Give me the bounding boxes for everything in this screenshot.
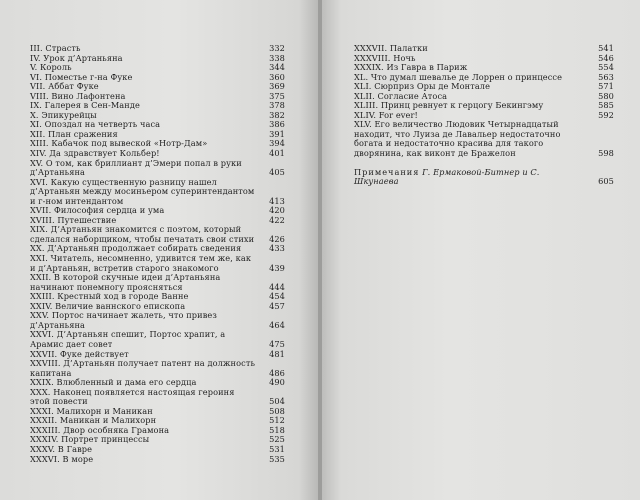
toc-entry-title: XLIV. For ever!: [354, 109, 418, 120]
toc-entry-title: XXXII. Маникан и Малихорн: [30, 415, 157, 426]
toc-entry-page-number: 546: [598, 52, 614, 63]
toc-entry-title: XVIII. Путешествие: [30, 214, 117, 225]
toc-entry-title: XXIV. Величие ваннского епископа: [30, 300, 186, 311]
toc-entry-title: XXIII. Крестный ход в городе Ванне: [30, 291, 189, 302]
toc-entry-title: XLI. Сюрприз Оры де Монтале: [354, 81, 491, 92]
toc-entry-title: XVI. Какую существенную разницу нашел д’Артаньян между мосиньером суперинтендантом и г-ном интендантом: [30, 176, 255, 206]
toc-entry: [30, 273, 285, 292]
toc-entry: [30, 311, 285, 330]
toc-entry: [30, 254, 285, 273]
toc-entry: [30, 225, 285, 244]
right-table-of-contents: [354, 44, 614, 187]
toc-entry-page-number: 422: [269, 214, 285, 225]
toc-entry-title: XXI. Читатель, несомненно, удивится тем же, как и д’Артаньян, встретив старого знакомого: [30, 253, 252, 273]
toc-entry-title: XVII. Философия сердца и ума: [30, 205, 165, 216]
toc-entry-page-number: 405: [269, 167, 285, 178]
toc-entry-page-number: 344: [269, 62, 285, 73]
toc-entry-title: XXXVI. В море: [30, 453, 94, 464]
toc-entry-title: XXXVII. Палатки: [354, 43, 428, 53]
toc-entry-page-number: 531: [269, 443, 285, 454]
notes-label: Примечания: [354, 166, 420, 177]
toc-entry-page-number: 585: [598, 100, 614, 111]
toc-entry-title: XII. План сражения: [30, 128, 118, 139]
toc-entry-page-number: 444: [269, 281, 285, 292]
toc-entry-title: XXXV. В Гавре: [30, 443, 93, 454]
toc-entry: [30, 388, 285, 407]
toc-entry-title: XLV. Его величество Людовик Четырнадцатый находит, что Луиза де Лавальер недостаточно богата и недостаточно красива для такого дворянина, как виконт де Бражелон: [354, 119, 561, 159]
toc-entry-page-number: 386: [269, 119, 285, 130]
toc-entry-page-number: 512: [269, 415, 285, 426]
toc-entry-title: IV. Урок д’Артаньяна: [30, 52, 123, 63]
toc-entry-page-number: 580: [598, 90, 614, 101]
toc-entry-page-number: 375: [269, 90, 285, 101]
notes-entry: [354, 168, 614, 187]
notes-authors: Г. Ермаковой-Битнер и С. Шкунаева: [354, 166, 540, 187]
toc-entry-page-number: 525: [269, 434, 285, 445]
toc-entry-page-number: 420: [269, 205, 285, 216]
toc-entry-page-number: 598: [598, 148, 614, 159]
toc-entry-page-number: 571: [598, 81, 614, 92]
toc-entry-page-number: 439: [269, 262, 285, 273]
toc-entry-page-number: 508: [269, 405, 285, 416]
toc-entry-page-number: 518: [269, 424, 285, 435]
toc-entry: [30, 359, 285, 378]
toc-entry: [354, 120, 614, 158]
toc-entry-page-number: 535: [269, 453, 285, 464]
toc-entry-title: XXVI. Д’Артаньян спешит, Портос храпит, а Арамис дает совет: [30, 329, 226, 349]
toc-entry-title: XXVIII. Д’Артаньян получает патент на должность капитана: [30, 358, 256, 378]
toc-entry-title: XXXIII. Двор особняка Грамона: [30, 424, 170, 435]
toc-entry-page-number: 481: [269, 348, 285, 359]
toc-entry-page-number: 360: [269, 71, 285, 82]
toc-entry-title: XIX. Д’Артаньян знакомится с поэтом, который сделался наборщиком, чтобы печатать свои стихи: [30, 224, 255, 244]
toc-entry-title: XLII. Согласие Атоса: [354, 90, 448, 101]
toc-entry-title: XX. Д’Артаньян продолжает собирать сведения: [30, 243, 242, 254]
toc-entry-page-number: 554: [598, 62, 614, 73]
toc-entry-title: V. Король: [30, 62, 72, 73]
toc-entry-title: XLIII. Принц ревнует к герцогу Бекингэму: [354, 100, 544, 111]
toc-entry-title: XXXVIII. Ночь: [354, 52, 416, 63]
notes-page-number: 605: [598, 176, 614, 187]
toc-entry: [30, 330, 285, 349]
toc-entry-page-number: 541: [598, 43, 614, 53]
toc-entry-title: VIII. Вино Лафонтена: [30, 90, 126, 101]
toc-entry-title: XXXIV. Портрет принцессы: [30, 434, 150, 445]
toc-entry-title: IX. Галерея в Сен-Манде: [30, 100, 140, 111]
toc-entry-title: XIV. Да здравствует Кольбер!: [30, 148, 160, 159]
toc-entry-page-number: 563: [598, 71, 614, 82]
toc-entry-page-number: 394: [269, 138, 285, 149]
toc-entry-page-number: 426: [269, 233, 285, 244]
toc-entry: [30, 159, 285, 178]
toc-entry-title: XXVII. Фуке действует: [30, 348, 129, 359]
toc-entry-page-number: 338: [269, 52, 285, 63]
toc-entry-title: XXXI. Малихорн и Маникан: [30, 405, 153, 416]
toc-entry-page-number: 401: [269, 148, 285, 159]
toc-entry: [30, 455, 285, 465]
toc-entry-page-number: 413: [269, 195, 285, 206]
toc-entry: [30, 178, 285, 207]
toc-entry-title: XXX. Наконец появляется настоящая героиня этой повести: [30, 386, 235, 407]
toc-entry-page-number: 592: [598, 109, 614, 120]
toc-entry-page-number: 490: [269, 377, 285, 388]
right-page: [322, 0, 640, 500]
toc-entry-title: XV. О том, как бриллиант д’Эмери попал в руки д’Артаньяна: [30, 157, 242, 178]
toc-entry-title: XXV. Портос начинает жалеть, что привез д’Артаньяна: [30, 310, 217, 330]
left-table-of-contents: [30, 44, 285, 464]
toc-entry-page-number: 457: [269, 300, 285, 311]
toc-entry-title: XI. Опоздал на четверть часа: [30, 119, 161, 130]
toc-entry-title: VII. Аббат Фуке: [30, 81, 99, 92]
toc-entry-title: VI. Поместье г-на Фуке: [30, 71, 133, 82]
toc-entry-title: XXIX. Влюбленный и дама его сердца: [30, 377, 197, 388]
toc-entry-title: XXII. В которой скучные идеи д’Артаньяна начинают понемногу проясняться: [30, 272, 221, 292]
toc-entry-page-number: 464: [269, 319, 285, 330]
toc-entry-title: X. Эпикурейцы: [30, 109, 97, 120]
toc-entry-page-number: 486: [269, 367, 285, 378]
left-page: [0, 0, 318, 500]
toc-entry-page-number: 332: [269, 43, 285, 53]
toc-entry-title: III. Страсть: [30, 43, 81, 53]
toc-entry-page-number: 454: [269, 291, 285, 302]
toc-entry-title: XL. Что думал шевалье де Лоррен о принцессе: [354, 71, 563, 82]
toc-entry-page-number: 433: [269, 243, 285, 254]
toc-entry-page-number: 391: [269, 128, 285, 139]
toc-entry-page-number: 475: [269, 338, 285, 349]
toc-entry-page-number: 382: [269, 109, 285, 120]
toc-entry-page-number: 504: [269, 396, 285, 407]
toc-entry-page-number: 369: [269, 81, 285, 92]
toc-entry-page-number: 378: [269, 100, 285, 111]
toc-entry-title: XXXIX. Из Гавра в Париж: [354, 62, 468, 73]
toc-entry-title: XIII. Кабачок под вывеской «Нотр-Дам»: [30, 138, 208, 149]
